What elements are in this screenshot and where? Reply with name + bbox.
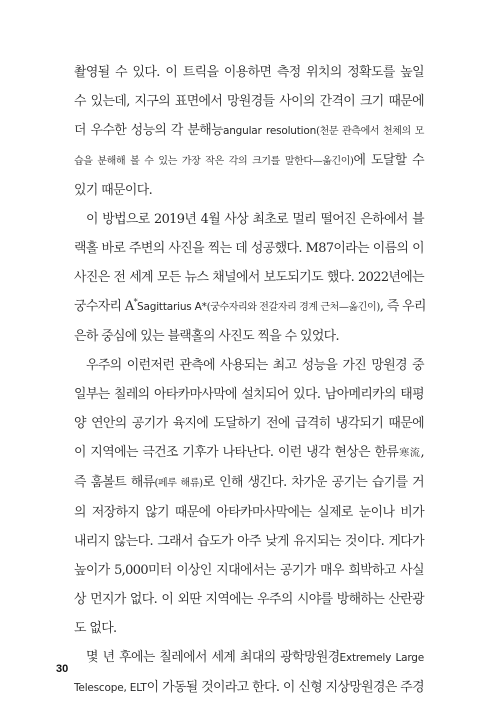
body-text	[74, 58, 424, 703]
paragraph-start-line: 이 방법으로 2019년 4월 사상 최초로 멀리 떨어진 은하에서 블	[86, 212, 424, 227]
english-term: Telescope, ELT	[74, 682, 147, 694]
text-line: 즉 훔볼트 해류(페루 해류)로 인해 생긴다. 차가운 공기는 습기를 거	[74, 475, 425, 490]
text-line: 랙홀 바로 주변의 사진을 찍는 데 성공했다. M87이라는 이름의 이	[74, 241, 424, 256]
paragraph-start-line: 몇 년 후에는 칠레에서 세계 최대의 광학망원경Extremely Large	[86, 650, 424, 665]
translator-note: (궁수자리와 전갈자리 경계 근처—옮긴이)	[206, 302, 380, 313]
text-line: 촬영될 수 있다. 이 트릭을 이용하면 측정 위치의 정확도를 높일	[74, 65, 424, 80]
translator-note: (페루 해류)	[154, 478, 203, 489]
english-term: angular resolution	[222, 125, 317, 137]
english-term: Extremely Large	[339, 652, 424, 664]
hanja-term: 寒流	[398, 448, 421, 459]
translator-note: 습을 분해해 볼 수 있는 가장 작은 각의 크기를 말한다—옮긴이)	[74, 156, 354, 167]
text-line: 이 지역에는 극건조 기후가 나타난다. 이런 냉각 현상은 한류寒流,	[74, 445, 425, 460]
asterisk-superscript: *	[133, 297, 138, 307]
text-line: 은하 중심에 있는 블랙홀의 사진도 찍을 수 있었다.	[74, 329, 340, 344]
text-line: 양 연안의 공기가 육지에 도달하기 전에 급격히 냉각되기 때문에	[74, 416, 424, 431]
text-line: 상 먼지가 없다. 이 외딴 지역에는 우주의 시야를 방해하는 산란광	[74, 592, 424, 607]
text-line: 있기 때문이다.	[74, 183, 153, 198]
translator-note: (천문 관측에서 천체의 모	[316, 126, 424, 137]
text-line: Telescope, ELT이 가동될 것이라고 한다. 이 신형 지상망원경은 주경	[74, 680, 424, 695]
text-line: 일부는 칠레의 아타카마사막에 설치되어 있다. 남아메리카의 태평	[74, 387, 424, 402]
text-line: 사진은 전 세계 모든 뉴스 채널에서 보도되기도 했다. 2022년에는	[74, 270, 424, 285]
paragraph-start-line: 우주의 이런저런 관측에 사용되는 최고 성능을 가진 망원경 중	[86, 358, 424, 373]
text-line: 도 없다.	[74, 621, 117, 636]
page-number: 30	[56, 663, 69, 675]
text-line: 더 우수한 성능의 각 분해능angular resolution(천문 관측에서 천체의 모	[74, 123, 424, 138]
text-line: 내리지 않는다. 그래서 습도가 아주 낮게 유지되는 것이다. 게다가	[74, 534, 424, 549]
text-line: 습을 분해해 볼 수 있는 가장 작은 각의 크기를 말한다—옮긴이)에 도달할 수	[74, 153, 424, 168]
english-term: Sagittarius A*	[137, 301, 207, 313]
text-line: 궁수자리 A*Sagittarius A*(궁수자리와 전갈자리 경계 근처—옮긴이), 즉 우리	[74, 297, 426, 314]
text-line: 의 저장하지 않기 때문에 아타카마사막에는 실제로 눈이나 비가	[74, 505, 424, 520]
text-line: 높이가 5,000미터 이상인 지대에서는 공기가 매우 희박하고 사실	[74, 563, 424, 578]
text-line: 수 있는데, 지구의 표면에서 망원경들 사이의 간격이 크기 때문에	[74, 94, 424, 109]
